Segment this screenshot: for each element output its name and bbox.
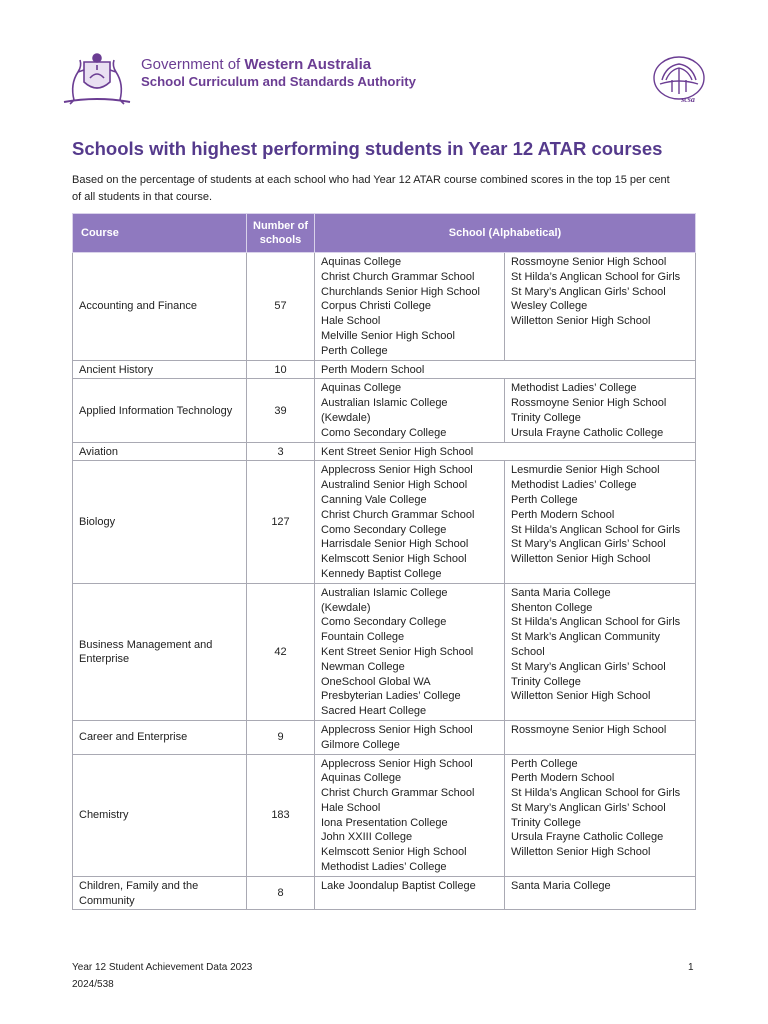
school-count-cell: 42	[247, 583, 315, 720]
school-cell: Perth Modern School	[315, 360, 696, 379]
table-header-row	[73, 214, 696, 253]
school-name: St Mary’s Anglican Girls’ School	[511, 660, 666, 673]
school-name: Rossmoyne Senior High School	[511, 256, 667, 268]
school-name: Rossmoyne Senior High School	[511, 723, 667, 736]
school-name: Aquinas College	[321, 382, 402, 395]
table-body	[73, 253, 696, 910]
school-list	[321, 757, 498, 875]
course-cell: Ancient History	[73, 360, 247, 379]
authority-name: School Curriculum and Standards Authority	[141, 74, 417, 89]
scsa-logo	[652, 54, 706, 106]
school-name: St Mark’s Anglican Community School	[511, 631, 660, 658]
school-name: Christ Church Grammar School	[321, 787, 475, 800]
school-name: Willetton Senior High School	[511, 846, 651, 859]
page-title: Schools with highest performing students in Year 12 ATAR courses	[72, 138, 663, 159]
header-school: School (Alphabetical)	[315, 214, 696, 253]
school-list-cell	[505, 720, 696, 754]
school-name: St Hilda’s Anglican School for Girls	[511, 523, 681, 536]
footer-document-title: Year 12 Student Achievement Data 2023	[72, 962, 253, 973]
table-row	[73, 720, 696, 754]
school-name: Wesley College	[511, 300, 588, 313]
school-name: Melville Senior High School	[321, 329, 455, 342]
school-name: St Mary’s Anglican Girls’ School	[511, 538, 666, 551]
school-list-cell	[315, 253, 505, 361]
page-header	[60, 48, 710, 112]
school-name: Aquinas College	[321, 772, 402, 785]
school-name: OneSchool Global WA	[321, 675, 431, 688]
school-name: Kennedy Baptist College	[321, 567, 442, 580]
school-name: Kelmscott Senior High School	[321, 846, 467, 859]
school-name: Lake Joondalup Baptist College	[321, 879, 476, 892]
school-list-cell	[505, 461, 696, 583]
table-row	[73, 379, 696, 442]
table-row	[73, 876, 696, 910]
school-list	[321, 255, 498, 359]
school-name: Perth College	[321, 344, 388, 357]
school-name: Perth Modern School	[511, 772, 615, 785]
course-cell: Career and Enterprise	[73, 720, 247, 754]
table-row	[73, 253, 696, 361]
course-cell: Business Management and Enterprise	[73, 583, 247, 720]
school-name: Como Secondary College	[321, 616, 447, 629]
school-list-cell	[315, 754, 505, 876]
school-name: Como Secondary College	[321, 426, 447, 439]
school-name: Perth College	[511, 757, 578, 770]
school-count-cell: 57	[247, 253, 315, 361]
school-name: Applecross Senior High School	[321, 757, 473, 770]
school-name: Perth College	[511, 493, 578, 506]
table-row	[73, 583, 696, 720]
school-list	[321, 586, 498, 719]
school-name: Santa Maria College	[511, 586, 611, 599]
school-list	[511, 586, 689, 704]
school-name: Aquinas College	[321, 256, 402, 268]
page-number: 1	[688, 962, 694, 973]
school-name: Shenton College	[511, 601, 593, 614]
school-list	[511, 879, 689, 894]
header-course: Course	[73, 214, 247, 253]
table-row	[73, 360, 696, 379]
school-name: Hale School	[321, 801, 381, 814]
school-cell: Kent Street Senior High School	[315, 442, 696, 461]
school-list-cell	[505, 379, 696, 442]
school-name: John XXIII College	[321, 831, 413, 844]
course-cell: Chemistry	[73, 754, 247, 876]
school-name: Applecross Senior High School	[321, 723, 473, 736]
atar-schools-table	[72, 213, 696, 910]
school-name: Corpus Christi College	[321, 300, 432, 313]
wa-coat-of-arms-icon	[60, 48, 134, 108]
school-list-cell	[505, 876, 696, 910]
school-name: Methodist Ladies’ College	[511, 479, 637, 492]
school-list-cell	[505, 754, 696, 876]
school-name: Australian Islamic College (Kewdale)	[321, 397, 448, 424]
school-name: Santa Maria College	[511, 879, 611, 892]
school-list-cell	[315, 720, 505, 754]
school-name: St Mary’s Anglican Girls’ School	[511, 285, 666, 298]
school-name: Christ Church Grammar School	[321, 508, 475, 521]
government-state: Western Australia	[244, 56, 372, 73]
school-count-cell: 183	[247, 754, 315, 876]
school-list-cell	[505, 583, 696, 720]
school-name: St Hilda’s Anglican School for Girls	[511, 787, 681, 800]
table-row	[73, 754, 696, 876]
course-cell: Accounting and Finance	[73, 253, 247, 361]
page-footer	[72, 959, 252, 993]
school-list-cell	[315, 461, 505, 583]
school-name: Trinity College	[511, 675, 581, 688]
school-list	[321, 723, 498, 753]
school-list	[511, 381, 689, 440]
school-name: Canning Vale College	[321, 493, 427, 506]
school-name: Christ Church Grammar School	[321, 270, 475, 283]
school-name: Kelmscott Senior High School	[321, 553, 467, 566]
school-name: Lesmurdie Senior High School	[511, 464, 660, 477]
school-count-cell: 127	[247, 461, 315, 583]
school-count-cell: 3	[247, 442, 315, 461]
school-count-cell: 10	[247, 360, 315, 379]
school-list-cell	[315, 876, 505, 910]
school-name: Hale School	[321, 315, 381, 328]
school-list	[511, 463, 689, 567]
school-name: Australind Senior High School	[321, 479, 468, 492]
school-name: Harrisdale Senior High School	[321, 538, 469, 551]
school-list-cell	[505, 253, 696, 361]
school-name: Fountain College	[321, 631, 405, 644]
school-list	[321, 381, 498, 440]
school-name: Trinity College	[511, 411, 581, 424]
school-list	[321, 463, 498, 581]
course-cell: Biology	[73, 461, 247, 583]
school-name: Iona Presentation College	[321, 816, 448, 829]
school-name: Como Secondary College	[321, 523, 447, 536]
school-list	[511, 723, 689, 738]
government-name	[141, 56, 416, 74]
school-name: Willetton Senior High School	[511, 553, 651, 566]
school-name: Rossmoyne Senior High School	[511, 397, 667, 410]
school-name: Australian Islamic College (Kewdale)	[321, 586, 448, 614]
table-row	[73, 442, 696, 461]
table-row	[73, 461, 696, 583]
school-name: Ursula Frayne Catholic College	[511, 831, 664, 844]
school-name: Perth Modern School	[511, 508, 615, 521]
header-number-of-schools: Number of schools	[247, 214, 315, 253]
school-name: Applecross Senior High School	[321, 464, 473, 477]
course-cell: Applied Information Technology	[73, 379, 247, 442]
school-list-cell	[315, 379, 505, 442]
school-name: Trinity College	[511, 816, 581, 829]
school-name: Willetton Senior High School	[511, 690, 651, 703]
school-list	[511, 255, 689, 329]
scsa-logo-text: scsa	[681, 95, 695, 104]
school-name: St Hilda’s Anglican School for Girls	[511, 616, 681, 629]
school-name: Methodist Ladies’ College	[321, 861, 447, 874]
school-count-cell: 8	[247, 876, 315, 910]
school-name: Methodist Ladies’ College	[511, 382, 637, 395]
course-cell: Children, Family and the Community	[73, 876, 247, 910]
government-branding	[141, 56, 416, 90]
school-name: Sacred Heart College	[321, 705, 427, 718]
school-name: St Hilda’s Anglican School for Girls	[511, 270, 681, 283]
course-cell: Aviation	[73, 442, 247, 461]
school-name: Newman College	[321, 660, 405, 673]
school-name: Gilmore College	[321, 738, 400, 751]
school-list	[511, 757, 689, 861]
school-name: Churchlands Senior High School	[321, 285, 480, 298]
intro-text: Based on the percentage of students at each school who had Year 12 ATAR course combined scores in the top 15 per cent of all students in that course.	[72, 174, 670, 203]
school-name: Willetton Senior High School	[511, 315, 651, 328]
government-prefix: Government of	[141, 56, 245, 73]
school-name: Ursula Frayne Catholic College	[511, 426, 664, 439]
school-list	[321, 879, 498, 894]
school-name: Presbyterian Ladies’ College	[321, 690, 461, 703]
footer-document-number: 2024/538	[72, 979, 114, 990]
school-name: St Mary’s Anglican Girls’ School	[511, 801, 666, 814]
school-name: Kent Street Senior High School	[321, 645, 474, 658]
school-count-cell: 9	[247, 720, 315, 754]
school-count-cell: 39	[247, 379, 315, 442]
school-list-cell	[315, 583, 505, 720]
